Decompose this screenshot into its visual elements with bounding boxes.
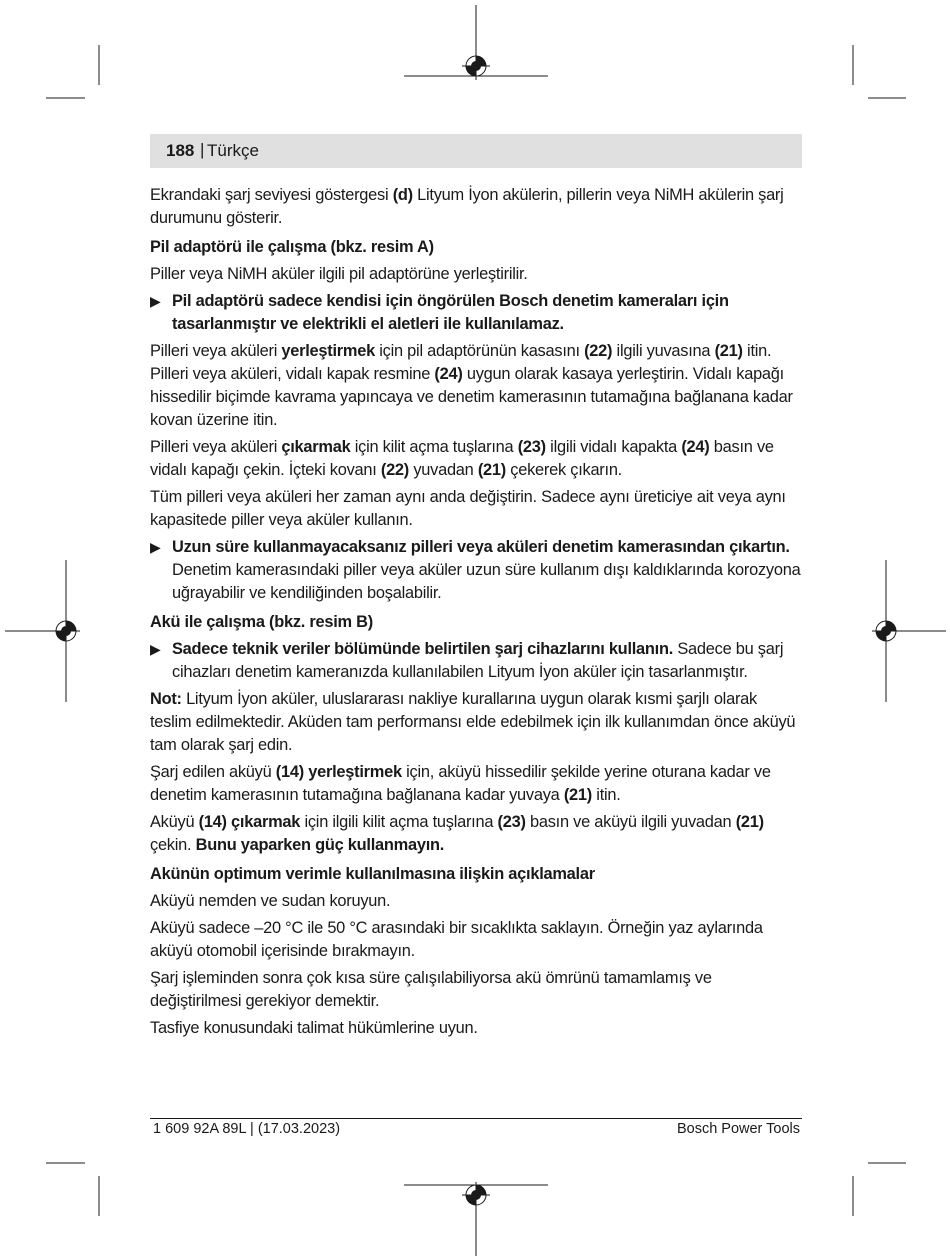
footer-brand: Bosch Power Tools <box>676 1121 800 1137</box>
footer-divider <box>150 1118 802 1119</box>
warning-bullet-adapter: ▶ Pil adaptörü sadece kendisi için öngörülen Bosch denetim kameraları için tasarlanmıştır ve elektrikli el aletleri ile kullanılamaz. <box>150 292 729 333</box>
paragraph-storage-temperature: Aküyü sadece –20 °C ile 50 °C arasındaki bir sıcaklıkta saklayın. Örneğin yaz aylarında aküyü otomobil içerisinde bırakmayın. <box>150 919 763 960</box>
section-heading-battery-operation: Akü ile çalışma (bkz. resim B) <box>150 613 373 631</box>
paragraph-remove-batteries: Pilleri veya aküleri çıkarmak için kilit açma tuşlarına (23) ilgili vidalı kapakta (24) basın ve vidalı kapağı çekin. İçteki kovanı (22) yuvadan (21) çekerek çıkarın. <box>150 438 774 479</box>
header-language: Türkçe <box>207 141 259 160</box>
footer-document-id: 1 609 92A 89L | (17.03.2023) <box>153 1121 341 1137</box>
warning-bullet-long-storage: ▶ Uzun süre kullanmayacaksanız pilleri veya aküleri denetim kamerasından çıkartın. Denetim kamerasındaki piller veya aküler uzun süre kullanım dışı kaldıklarında korozyona uğrayabilir ve kendiliğinden boşalabilir. <box>150 538 801 602</box>
bullet-arrow-icon: ▶ <box>150 539 161 555</box>
page-body <box>150 184 802 1044</box>
paragraph-insert-battery: Şarj edilen aküyü (14) yerleştirmek için, aküyü hissedilir şekilde yerine oturana kadar ve denetim kamerasının tutamağına bağlanana kadar yuvaya (21) itin. <box>150 763 771 804</box>
paragraph-charge-indicator: Ekrandaki şarj seviyesi göstergesi (d) Lityum İyon akülerin, pillerin veya NiMH akülerin şarj durumunu gösterir. <box>150 186 784 227</box>
header-separator: | <box>200 140 205 159</box>
paragraph-insert-batteries: Pilleri veya aküleri yerleştirmek için pil adaptörünün kasasını (22) ilgili yuvasına (21) itin. Pilleri veya aküleri, vidalı kapak resmine (24) uygun olarak kasaya yerleştirin. Vidalı kapağı hissedilir biçimde kavrama yapıncaya ve denetim kamerasının tutamağına bağlanana kadar kovan üzerine itin. <box>150 342 793 429</box>
bullet-arrow-icon: ▶ <box>150 641 161 657</box>
bullet-arrow-icon: ▶ <box>150 293 161 309</box>
paragraph-replace-all: Tüm pilleri veya aküleri her zaman aynı anda değiştirin. Sadece aynı üreticiye ait veya aynı kapasitede piller veya aküler kullanın. <box>150 488 786 529</box>
page-header <box>150 134 802 168</box>
section-heading-battery-adapter: Pil adaptörü ile çalışma (bkz. resim A) <box>150 238 434 256</box>
warning-bullet-chargers: ▶ Sadece teknik veriler bölümünde belirtilen şarj cihazlarını kullanın. Sadece bu şarj cihazları denetim kameranızda kullanılabilen Lityum İyon aküler için tasarlanmıştır. <box>150 640 784 681</box>
paragraph-adapter-intro: Piller veya NiMH aküler ilgili pil adaptörüne yerleştirilir. <box>150 265 528 283</box>
page-number: 188 <box>166 141 195 160</box>
section-heading-optimum-use: Akünün optimum verimle kullanılmasına ilişkin açıklamalar <box>150 865 595 883</box>
paragraph-note: Not: Lityum İyon aküler, uluslararası nakliye kurallarına uygun olarak kısmi şarjlı olarak teslim edilmektedir. Aküden tam performansı elde edebilmek için ilk kullanımdan önce aküyü tam olarak şarj edin. <box>150 690 796 754</box>
paragraph-remove-battery: Aküyü (14) çıkarmak için ilgili kilit açma tuşlarına (23) basın ve aküyü ilgili yuvadan (21) çekin. Bunu yaparken güç kullanmayın. <box>150 813 764 854</box>
paragraph-end-of-life: Şarj işleminden sonra çok kısa süre çalışılabiliyorsa akü ömrünü tamamlamış ve değiştirilmesi gerekiyor demektir. <box>150 969 712 1010</box>
paragraph-protect-moisture: Aküyü nemden ve sudan koruyun. <box>150 892 391 910</box>
paragraph-disposal: Tasfiye konusundaki talimat hükümlerine uyun. <box>150 1019 478 1037</box>
